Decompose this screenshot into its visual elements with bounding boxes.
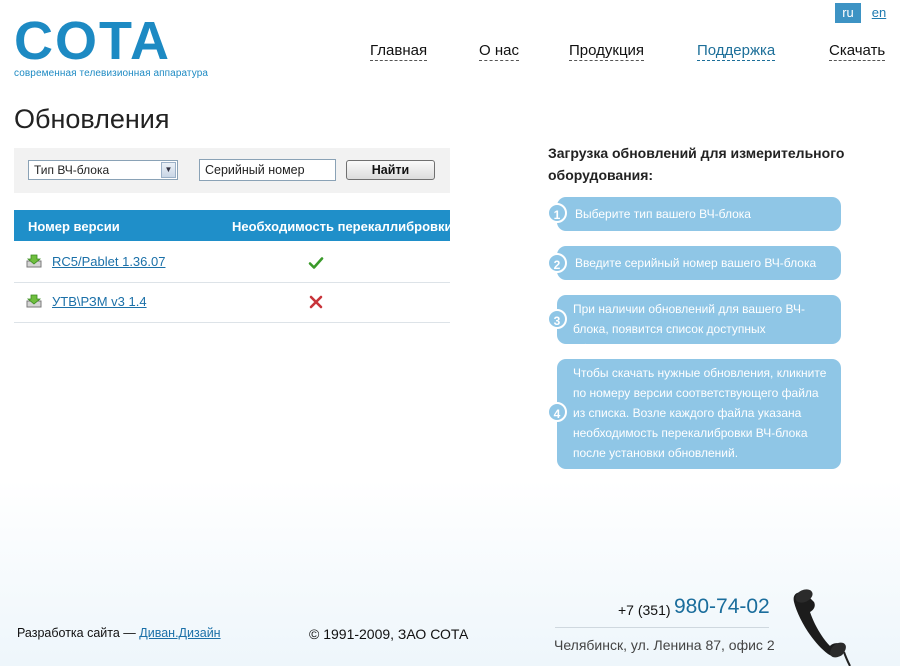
row-divider	[14, 282, 450, 283]
block-type-select[interactable]	[28, 160, 178, 180]
phone-code: +7 (351)	[618, 602, 671, 618]
step-bubble-2	[557, 246, 841, 280]
block-type-select-value: Тип ВЧ-блока	[34, 163, 110, 177]
lang-en-link[interactable]: en	[871, 5, 887, 20]
address: Челябинск, ул. Ленина 87, офис 2	[554, 637, 775, 653]
step-number-2: 2	[547, 253, 567, 273]
logo-wordmark: COTA	[14, 11, 171, 71]
developer-link[interactable]: Диван.Дизайн	[139, 626, 221, 640]
footer-divider	[555, 627, 769, 628]
nav-home[interactable]: Главная	[370, 42, 428, 59]
download-icon	[26, 294, 42, 308]
step-number-1: 1	[547, 203, 567, 223]
chevron-down-icon[interactable]: ▼	[161, 162, 176, 178]
steps-title: Загрузка обновлений для измерительного оборудования:	[548, 145, 845, 183]
step-text-2: Введите серийный номер вашего ВЧ-блока	[575, 256, 817, 270]
column-header-recalibration: Необходимость перекаллибровки	[232, 219, 453, 234]
developer-credit	[17, 626, 221, 640]
step-text-1: Выберите тип вашего ВЧ-блока	[575, 207, 751, 221]
serial-number-input[interactable]: Серийный номер	[199, 159, 336, 181]
site-logo[interactable]	[14, 11, 209, 79]
nav-products[interactable]: Продукция	[569, 42, 645, 59]
nav-support[interactable]: Поддержка	[697, 42, 776, 59]
step-bubble-1	[557, 197, 841, 231]
step-bubble-4	[557, 359, 841, 469]
developer-prefix: Разработка сайта —	[17, 626, 136, 640]
version-link-2[interactable]: УТВ\РЗМ v3 1.4	[52, 294, 147, 309]
step-text-4: Чтобы скачать нужные обновления, кликните по номеру версии соответствующего файла из списка. Возле каждого файла указана необходимость перекалибровки ВЧ-блока после установки обновлений.	[573, 366, 827, 460]
step-number-4: 4	[547, 402, 567, 422]
check-icon	[308, 255, 324, 271]
download-icon	[26, 254, 42, 268]
copyright: © 1991-2009, ЗАО СОТА	[309, 626, 469, 642]
version-link-1[interactable]: RC5/Pablet 1.36.07	[52, 254, 166, 269]
cross-icon	[308, 294, 324, 310]
nav-about[interactable]: О нас	[479, 42, 519, 59]
step-bubble-3	[557, 295, 841, 356]
phone-number: 980-74-02	[674, 595, 770, 618]
lang-ru-button[interactable]: ru	[835, 3, 861, 23]
logo-tagline: современная телевизионная аппаратура	[14, 68, 209, 79]
step-text-3: При наличии обновлений для вашего ВЧ-блока, появится список доступных обновлений.	[573, 302, 805, 356]
telephone-handset-icon	[788, 584, 858, 666]
step-number-3: 3	[547, 309, 567, 329]
nav-download[interactable]: Скачать	[829, 42, 886, 59]
find-button[interactable]: Найти	[346, 160, 435, 180]
row-divider	[14, 322, 450, 323]
page-title: Обновления	[14, 104, 170, 134]
column-header-version: Номер версии	[28, 219, 120, 234]
